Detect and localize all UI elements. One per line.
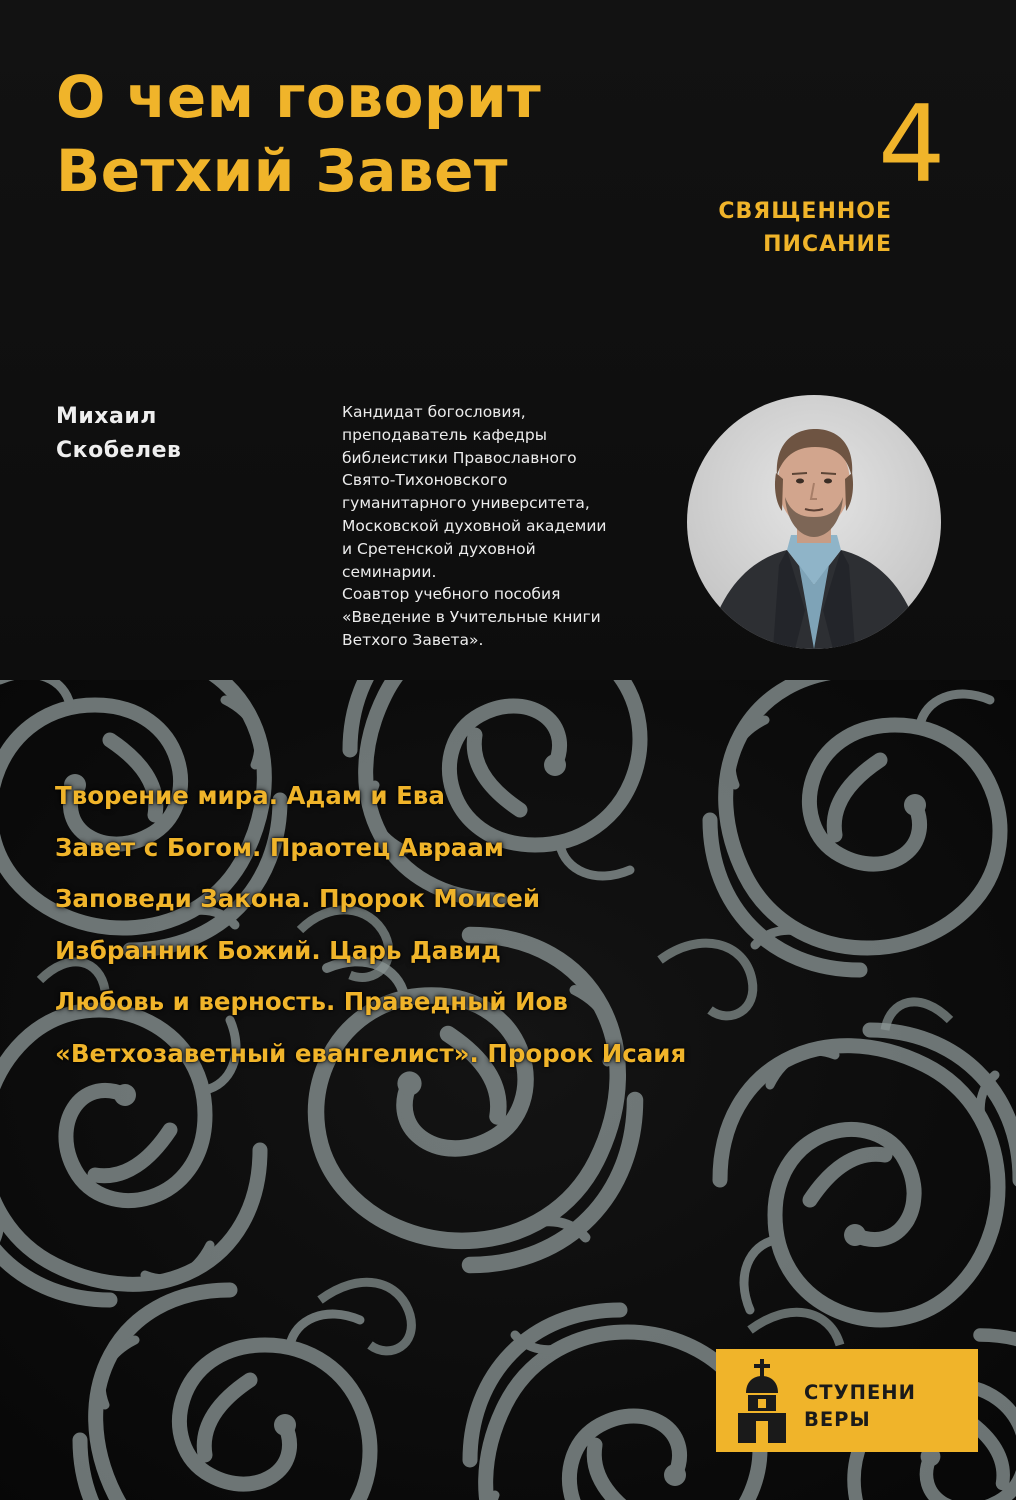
author-photo (687, 395, 941, 649)
book-title (56, 60, 541, 208)
author-portrait-image (687, 395, 941, 649)
series-name (718, 195, 892, 261)
topics-list (55, 770, 686, 1079)
bio-line: Ветхого Завета». (342, 630, 484, 649)
badge-line-1: СТУПЕНИ (804, 1381, 916, 1404)
bio-line: Московской духовной академии (342, 516, 607, 535)
bio-line: семинарии. (342, 562, 437, 581)
series-name-line-1: СВЯЩЕННОЕ (718, 199, 892, 224)
topic-item: «Ветхозаветный евангелист». Пророк Исаия (55, 1038, 687, 1068)
title-line-2: Ветхий Завет (56, 137, 509, 205)
author-bio (342, 401, 672, 652)
bio-line: и Сретенской духовной (342, 539, 536, 558)
bio-line: «Введение в Учительные книги (342, 608, 601, 627)
title-line-1: О чем говорит (56, 63, 542, 131)
badge-text (804, 1379, 916, 1433)
church-icon (736, 1359, 788, 1443)
series-number: 4 (878, 83, 946, 206)
topic-item: Избранник Божий. Царь Давид (55, 935, 501, 965)
bio-line: Свято-Тихоновского (342, 471, 508, 490)
topic-item: Заповеди Закона. Пророк Моисей (55, 884, 541, 913)
topic-item: Любовь и верность. Праведный Иов (55, 987, 568, 1016)
author-first-name: Михаил (56, 404, 157, 429)
bio-line: Кандидат богословия, (342, 403, 526, 421)
series-badge (716, 1349, 978, 1452)
author-last-name: Скобелев (56, 438, 182, 463)
topic-item: Творение мира. Адам и Ева (55, 781, 445, 810)
author-name (56, 400, 181, 468)
topic-item: Завет с Богом. Праотец Авраам (55, 832, 504, 862)
badge-line-2: ВЕРЫ (804, 1408, 871, 1431)
series-name-line-2: ПИСАНИЕ (763, 232, 892, 257)
bio-line: библеистики Православного (342, 448, 577, 467)
bio-line: Соавтор учебного пособия (342, 585, 561, 604)
bio-line: преподаватель кафедры (342, 425, 547, 444)
bio-line: гуманитарного университета, (342, 494, 590, 513)
